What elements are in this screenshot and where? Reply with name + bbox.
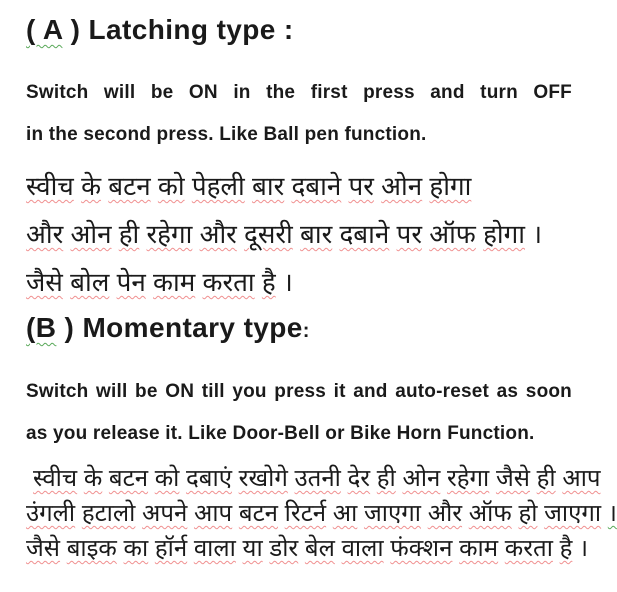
- english-paragraph-line: in the second press. Like Ball pen function.: [26, 124, 427, 145]
- hindi-line: जैसे बोल पेन काम करता है ।: [26, 267, 293, 297]
- english-paragraph-line: as you release it. Like Door-Bell or Bike Horn Function.: [26, 423, 535, 444]
- section-b-heading-rest-text: ) Momentary type: [56, 312, 303, 343]
- section-b-heading: [26, 310, 572, 349]
- section-b-heading-marked-text: (B: [26, 312, 57, 343]
- section-b-hindi-paragraph: [26, 461, 617, 566]
- section-a-english-paragraph: [26, 72, 572, 156]
- hindi-line: स्वीच के बटन को दबाएं रखोगे उतनी देर ही ओन रहेगा जैसे ही आप: [33, 465, 601, 492]
- section-b-heading-colon: :: [302, 320, 310, 342]
- hindi-line: और ओन ही रहेगा और दूसरी बार दबाने पर ऑफ होगा ।: [26, 219, 543, 249]
- hindi-line: जैसे बाइक का हॉर्न वाला या डोर बेल वाला फंक्शन काम करता है ।: [26, 535, 589, 562]
- section-a-heading-marked-text: ( A: [26, 14, 63, 45]
- english-paragraph-line: Switch will be ON till you press it and auto-reset as soon: [26, 381, 572, 402]
- section-b-english-paragraph: [26, 371, 572, 455]
- section-a-heading: [26, 12, 572, 48]
- english-paragraph-line: Switch will be ON in the first press and turn OFF: [26, 82, 572, 103]
- hindi-line: स्वीच के बटन को पेहली बार दबाने पर ओन होगा: [26, 171, 472, 201]
- section-a-hindi-paragraph: [26, 162, 572, 306]
- section-a-heading-rest-text: ) Latching type :: [62, 14, 294, 45]
- hindi-line: उंगली हटालो अपने आप बटन रिटर्न आ जाएगा और ऑफ हो जाएगा ।: [26, 500, 617, 527]
